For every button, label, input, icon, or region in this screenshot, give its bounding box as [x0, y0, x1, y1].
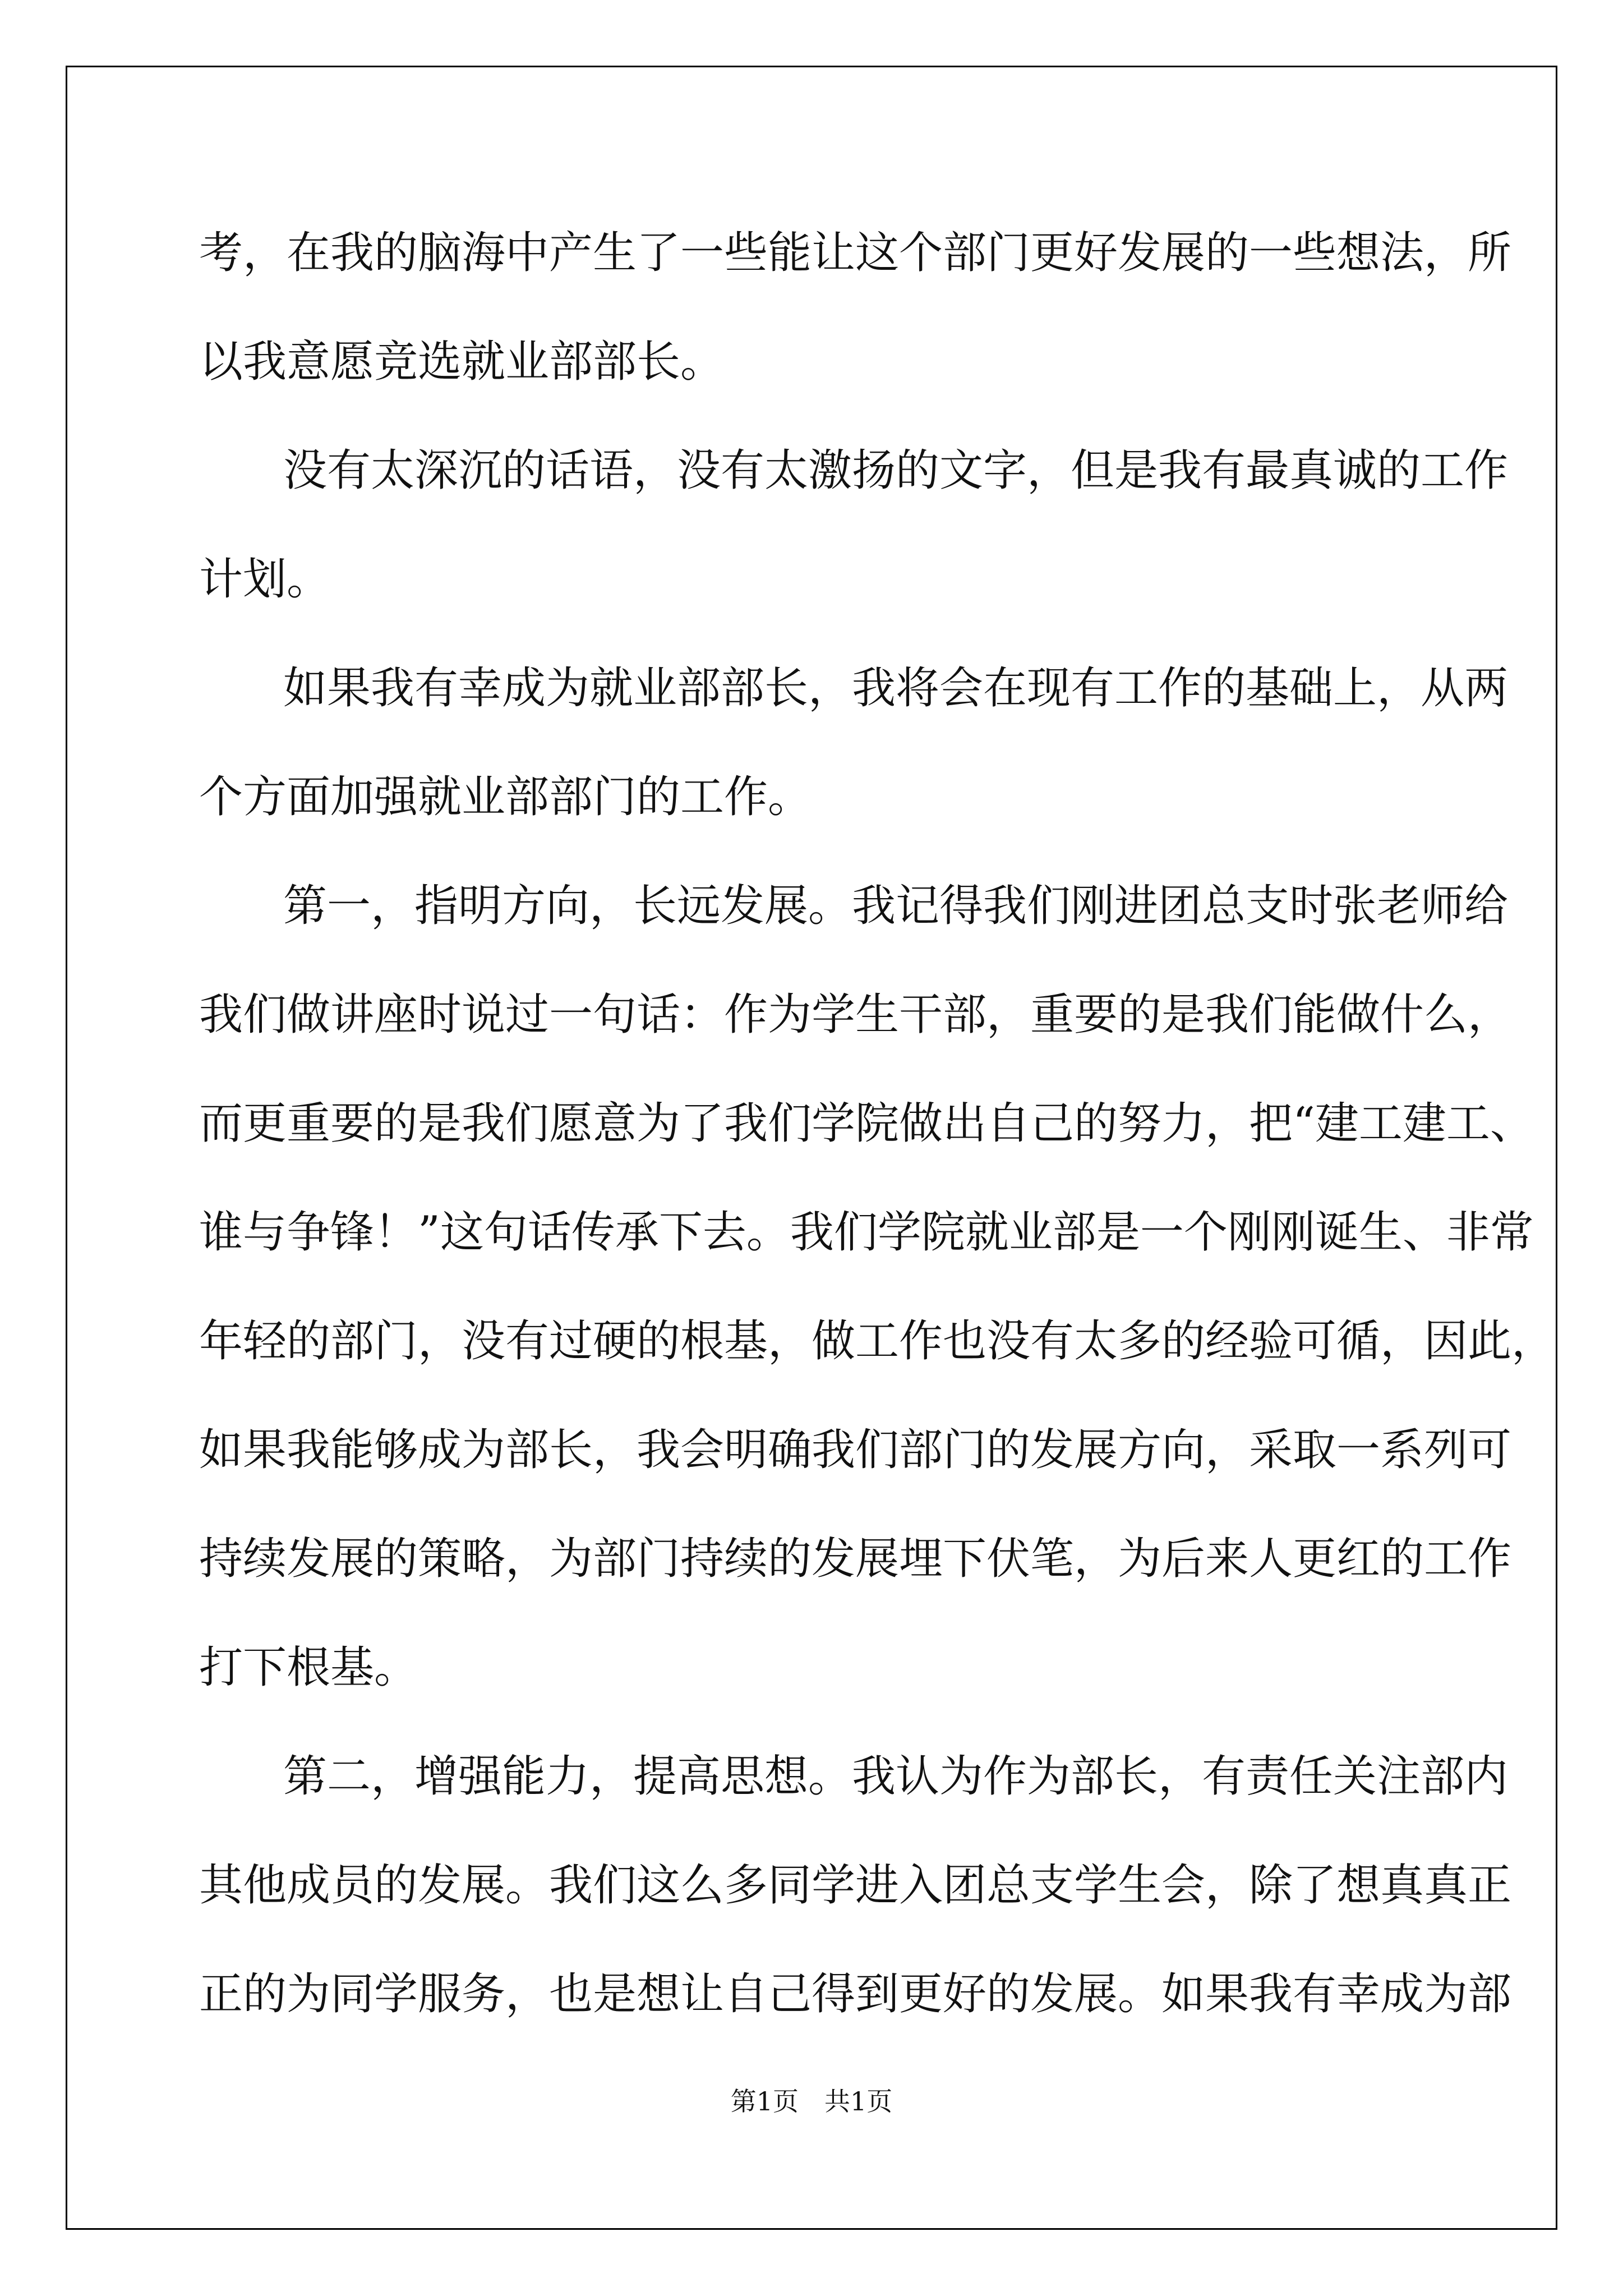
text-line: 第二，增强能力，提高思想。我认为作为部长，有责任关注部内: [283, 1751, 1509, 1802]
text-line: 没有太深沉的话语，没有太激扬的文字，但是我有最真诚的工作: [283, 445, 1509, 496]
text-line: 而更重要的是我们愿意为了我们学院做出自己的努力，把“建工建工、: [199, 1098, 1534, 1149]
text-line: 个方面加强就业部部门的工作。: [199, 772, 812, 822]
text-line: 如果我能够成为部长，我会明确我们部门的发展方向，采取一系列可: [199, 1425, 1512, 1475]
text-line: 正的为同学服务，也是想让自己得到更好的发展。如果我有幸成为部: [199, 1969, 1512, 2019]
text-line: 考，在我的脑海中产生了一些能让这个部门更好发展的一些想法，所: [199, 228, 1512, 278]
text-line: 以我意愿竞选就业部部长。: [199, 337, 725, 387]
text-line: 年轻的部门，没有过硬的根基，做工作也没有太多的经验可循，因此，: [199, 1316, 1556, 1366]
text-line: 谁与争锋！”这句话传承下去。我们学院就业部是一个刚刚诞生、非常: [199, 1207, 1534, 1258]
text-line: 其他成员的发展。我们这么多同学进入团总支学生会，除了想真真正: [199, 1860, 1512, 1911]
page-footer: 第1页 共1页: [730, 2086, 893, 2116]
text-line: 计划。: [199, 554, 331, 605]
text-line: 我们做讲座时说过一句话：作为学生干部，重要的是我们能做什么，: [199, 990, 1512, 1040]
text-line: 第一，指明方向，长远发展。我记得我们刚进团总支时张老师给: [283, 881, 1509, 931]
text-line: 如果我有幸成为就业部部长，我将会在现有工作的基础上，从两: [283, 663, 1509, 714]
text-line: 打下根基。: [199, 1642, 418, 1693]
text-line: 持续发展的策略，为部门持续的发展埋下伏笔，为后来人更红的工作: [199, 1534, 1512, 1584]
